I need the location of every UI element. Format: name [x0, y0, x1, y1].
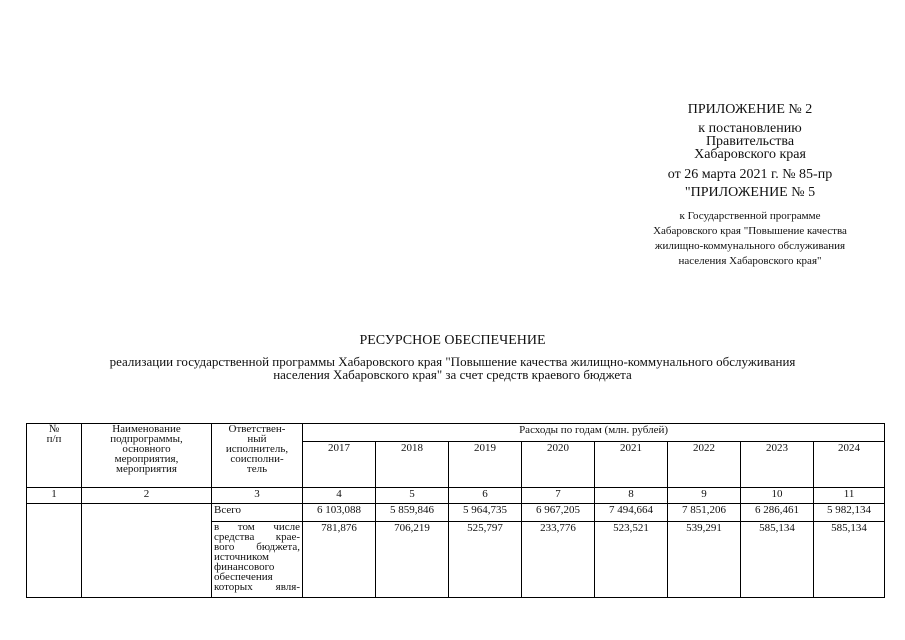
header-executor-line: ный — [247, 433, 267, 445]
appendix-subtitle: "ПРИЛОЖЕНИЕ № 5 — [684, 185, 816, 200]
appendix-block — [600, 0, 900, 280]
column-number: 9 — [668, 488, 741, 504]
row-label — [212, 522, 303, 598]
header-name-line: Наименование — [112, 423, 181, 435]
column-number: 10 — [741, 488, 814, 504]
table-row — [27, 504, 885, 522]
subtitle-line: населения Хабаровского края" за счет средств краевого бюджета — [273, 367, 632, 382]
header-year: 2018 — [376, 442, 449, 488]
appendix-title: ПРИЛОЖЕНИЕ № 2 — [687, 102, 813, 117]
row-label-line: вого бюджета, — [214, 541, 300, 553]
row-value: 6 967,205 — [522, 504, 595, 522]
row-value: 539,291 — [668, 522, 741, 598]
column-number: 11 — [814, 488, 885, 504]
header-year: 2019 — [449, 442, 522, 488]
row-value: 525,797 — [449, 522, 522, 598]
row-num-cell — [27, 504, 82, 598]
header-year: 2024 — [814, 442, 885, 488]
row-value: 5 859,846 — [376, 504, 449, 522]
row-label-line: средства крае- — [214, 531, 300, 543]
row-value: 5 964,735 — [449, 504, 522, 522]
header-executor-line: соисполни- — [230, 453, 284, 465]
row-value: 7 851,206 — [668, 504, 741, 522]
appendix-line: к постановлению — [698, 121, 802, 136]
appendix-line: населения Хабаровского края" — [678, 255, 822, 267]
header-num-line: № — [48, 423, 60, 435]
row-value: 233,776 — [522, 522, 595, 598]
header-num — [27, 424, 82, 488]
row-value: 585,134 — [814, 522, 885, 598]
row-value: 523,521 — [595, 522, 668, 598]
appendix-line: Хабаровского края "Повышение качества — [653, 225, 847, 237]
header-name-line: подпрограммы, — [110, 433, 183, 445]
column-number: 2 — [82, 488, 212, 504]
row-value: 781,876 — [303, 522, 376, 598]
column-number: 5 — [376, 488, 449, 504]
header-executor-line: Ответствен- — [228, 423, 286, 435]
column-number: 7 — [522, 488, 595, 504]
row-label-line: финансового — [214, 561, 275, 573]
header-executor-line: исполнитель, — [225, 443, 289, 455]
column-number: 6 — [449, 488, 522, 504]
header-year: 2020 — [522, 442, 595, 488]
header-name — [82, 424, 212, 488]
row-name-cell — [82, 504, 212, 598]
appendix-line: Правительства — [705, 134, 795, 149]
row-value: 585,134 — [741, 522, 814, 598]
header-name-line: мероприятия — [116, 463, 177, 475]
header-executor — [212, 424, 303, 488]
row-label-line: обеспечения — [214, 571, 273, 583]
subtitle-line: реализации государственной программы Хабаровского края "Повышение качества жилищно-коммунального обслуживания — [109, 354, 796, 369]
column-number: 3 — [212, 488, 303, 504]
column-number: 4 — [303, 488, 376, 504]
header-num-line: п/п — [46, 433, 62, 445]
header-name-line: мероприятия, — [114, 453, 179, 465]
row-value: 6 286,461 — [741, 504, 814, 522]
resource-table — [26, 423, 885, 598]
row-label-line: в том числе — [214, 521, 300, 533]
row-label-line: источником — [214, 551, 269, 563]
column-number: 8 — [595, 488, 668, 504]
row-label-line: которых явля- — [214, 581, 300, 593]
row-label: Всего — [212, 504, 303, 522]
header-year: 2023 — [741, 442, 814, 488]
appendix-line: к Государственной программе — [679, 210, 821, 222]
appendix-line: Хабаровского края — [694, 147, 806, 162]
row-value: 706,219 — [376, 522, 449, 598]
header-year: 2021 — [595, 442, 668, 488]
header-expenses: Расходы по годам (млн. рублей) — [303, 424, 885, 442]
appendix-date: от 26 марта 2021 г. № 85-пр — [667, 167, 833, 182]
header-executor-line: тель — [246, 463, 268, 475]
header-year: 2022 — [668, 442, 741, 488]
document-subtitle — [0, 355, 905, 381]
row-value: 7 494,664 — [595, 504, 668, 522]
document-title: РЕСУРСНОЕ ОБЕСПЕЧЕНИЕ — [359, 333, 546, 348]
header-year: 2017 — [303, 442, 376, 488]
header-name-line: основного — [122, 443, 171, 455]
row-value: 6 103,088 — [303, 504, 376, 522]
appendix-line: жилищно-коммунального обслуживания — [654, 240, 846, 252]
column-number: 1 — [27, 488, 82, 504]
column-number-row — [27, 488, 885, 504]
row-value: 5 982,134 — [814, 504, 885, 522]
